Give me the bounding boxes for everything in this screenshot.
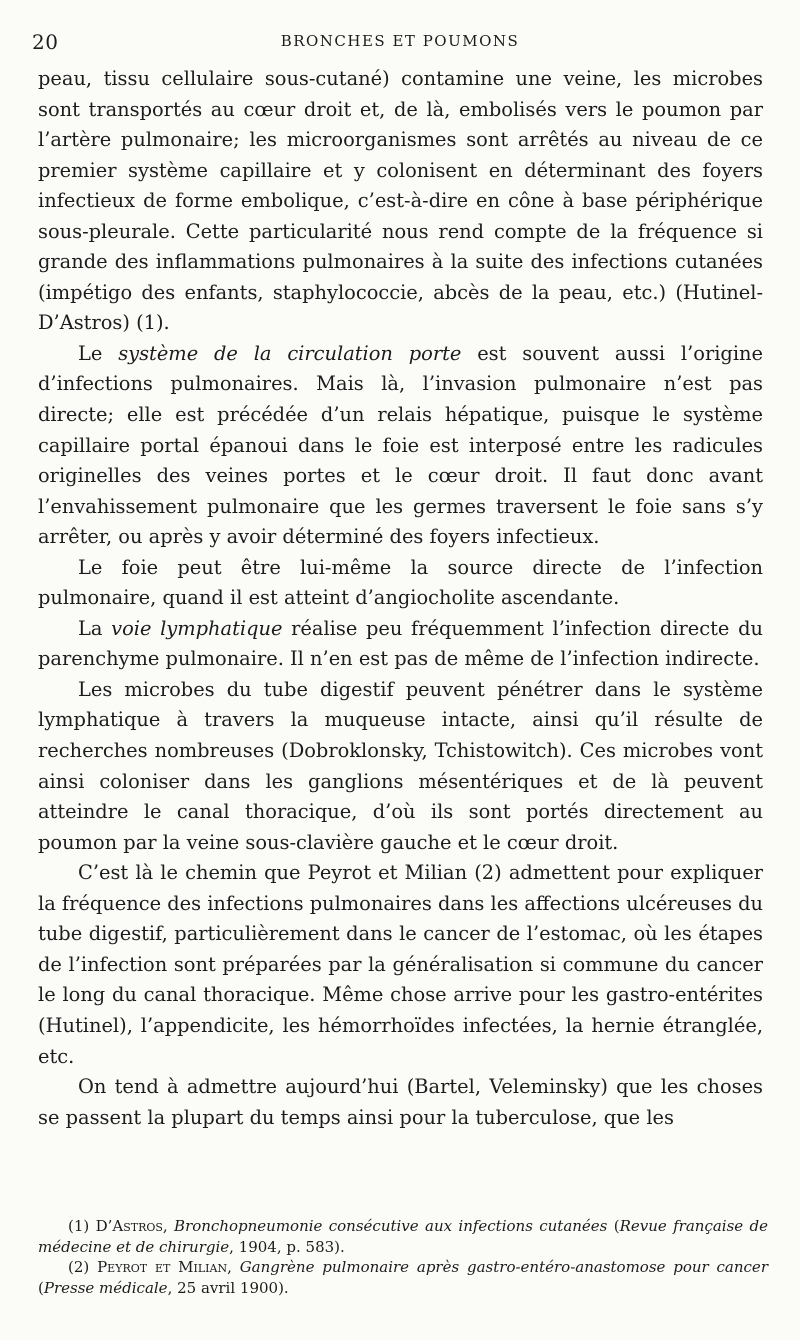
footnotes [38, 1216, 768, 1298]
running-title: BRONCHES ET POUMONS [280, 32, 520, 50]
paragraph-portal-circulation: Le système de la circulation porte est souvent aussi l’origine d’infections pulmonaires. Mais là, l’invasion pulmonaire n’est pas directe; elle est précédée d’un relais hépatique, puisque le système capillaire portal épanoui dans le foie est interposé entre les radicules originelles des veines portes et le cœur droit. Il faut donc avant l’envahissement pulmonaire que les germes traversent le foie sans s’y arrêter, ou après y avoir déterminé des foyers infectieux. [38, 341, 763, 549]
page-header [0, 30, 800, 56]
paragraph-digestive-microbes: Les microbes du tube digestif peuvent pénétrer dans le système lymphatique à travers la muqueuse intacte, ainsi qu’il résulte de recherches nombreuses (Dobroklonsky, Tchistowitch). Ces microbes vont ainsi coloniser dans les ganglions mésentériques et de là peuvent atteindre le canal thoracique, d’où ils sont portés directement au poumon par la veine sous-clavière gauche et le cœur droit. [38, 677, 763, 854]
paragraph-tuberculosis: On tend à admettre aujourd’hui (Bartel, Veleminsky) que les choses se passent la plupart du temps ainsi pour la tuberculose, que les [38, 1075, 763, 1129]
emphasis-term: système de la circulation porte [118, 341, 462, 365]
body-text [38, 64, 763, 1133]
paragraph-continued: peau, tissu cellulaire sous-cutané) contamine une veine, les microbes sont transportés au cœur droit et, de là, embolisés vers le poumon par l’artère pulmonaire; les microorganismes sont arrêtés au niveau de ce premier système capillaire et y colonisent en déterminant des foyers infectieux de forme embolique, c’est-à-dire en cône à base périphérique sous-pleurale. Cette particularité nous rend compte de la fréquence si grande des inflammations pulmonaires à la suite des infections cutanées (impétigo des enfants, staphylococcie, abcès de la peau, etc.) (Hutinel-D’Astros) (1). [38, 67, 763, 335]
paragraph-liver: Le foie peut être lui-même la source directe de l’infection pulmonaire, quand il est atteint d’angiocholite ascendante. [38, 555, 763, 610]
paragraph-peyrot-milian: C’est là le chemin que Peyrot et Milian (2) admettent pour expliquer la fréquence des infections pulmonaires dans les affections ulcéreuses du tube digestif, particulièrement dans le cancer de l’estomac, où les étapes de l’infection sont préparées par la généralisation si commune du cancer le long du canal thoracique. Même chose arrive pour les gastro-entérites (Hutinel), l’appendicite, les hémorrhoïdes infectées, la hernie étranglée, etc. [38, 861, 763, 1068]
footnote: (1) D’Astros, Bronchopneumonie consécutive aux infections cutanées (Revue française de médecine et de chirurgie, 1904, p. 583). [38, 1217, 768, 1256]
footnote: (2) Peyrot et Milian, Gangrène pulmonaire après gastro-entéro-anastomose pour cancer (Presse médicale, 25 avril 1900). [38, 1258, 768, 1297]
paragraph-lymphatic: La voie lymphatique réalise peu fréquemment l’infection directe du parenchyme pulmonaire. Il n’en est pas de même de l’infection indirecte. [38, 616, 763, 671]
emphasis-term: voie lymphatique [111, 616, 283, 640]
page-number: 20 [32, 30, 59, 54]
